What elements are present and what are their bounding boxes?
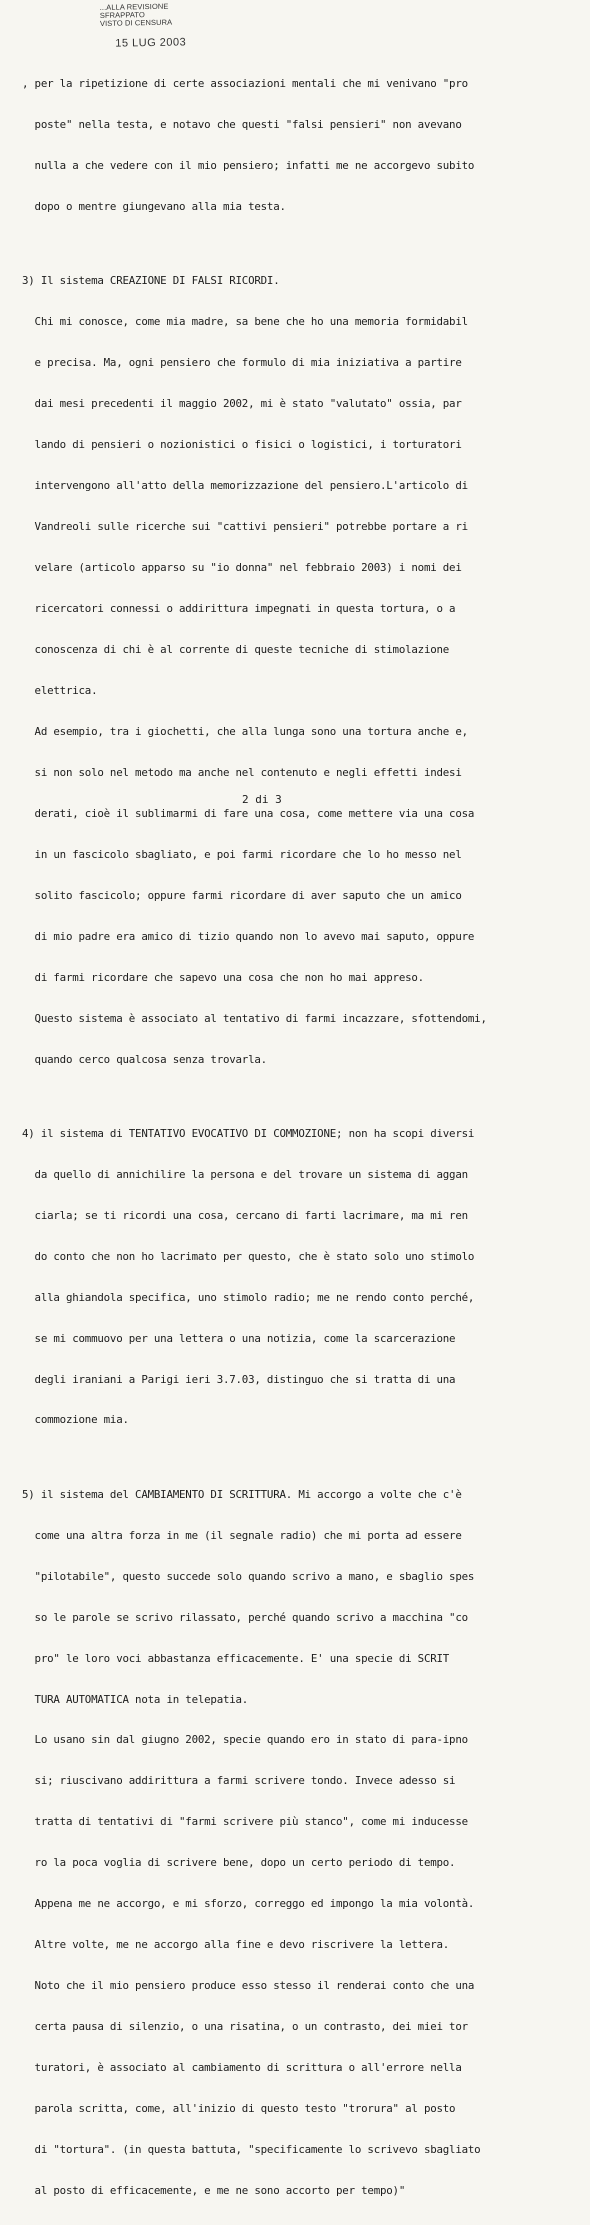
text-line: di "tortura". (in questa battuta, "specificamente lo scrivevo sbagliato <box>22 2143 481 2156</box>
text-line: Vandreoli sulle ricerche sui "cattivi pensieri" potrebbe portare a ri <box>22 520 468 534</box>
text-line: Lo usano sin dal giugno 2002, specie quando ero in stato di para-ipno <box>22 1733 468 1747</box>
text-line: alla ghiandola specifica, uno stimolo radio; me ne rendo conto perché, <box>22 1290 475 1304</box>
stamp-line-1: ...ALLA REVISIONE SFRAPPATO <box>99 1 169 20</box>
text-line: so le parole se scrivo rilassato, perché quando scrivo a macchina "co <box>22 1610 468 1624</box>
text-line: di farmi ricordare che sapevo una cosa che non ho mai appreso. <box>22 970 424 984</box>
text-line: da quello di annichilire la persona e del trovare un sistema di aggan <box>22 1167 468 1181</box>
text-line: di mio padre era amico di tizio quando non lo avevo mai saputo, oppure <box>22 929 475 943</box>
section-heading: 4) il sistema di TENTATIVO EVOCATIVO DI COMMOZIONE; non ha scopi diversi <box>22 1126 475 1140</box>
text-line: certa pausa di silenzio, o una risatina, o un contrasto, dei miei tor <box>22 2020 468 2034</box>
text-line: "pilotabile", questo succede solo quando scrivo a mano, e sbaglio spes <box>22 1569 475 1583</box>
text-line: solito fascicolo; oppure farmi ricordare di aver saputo che un amico <box>22 888 462 902</box>
section-heading: 3) Il sistema CREAZIONE DI FALSI RICORDI. <box>22 274 280 288</box>
text-gap <box>22 241 587 247</box>
text-line: poste" nella testa, e notavo che questi "falsi pensieri" non avevano <box>22 118 462 132</box>
text-line: ricercatori connessi o addirittura impegnati in questa tortura, o a <box>22 602 456 616</box>
text-line: Altre volte, me ne accorgo alla fine e devo riscrivere la lettera. <box>22 1938 450 1952</box>
censorship-stamp <box>100 2 209 51</box>
text-line: derati, cioè il sublimarmi di fare una cosa, come mettere via una cosa <box>22 806 475 820</box>
text-line: Noto che il mio pensiero produce esso stesso il renderai conto che una <box>22 1979 475 1993</box>
text-line: e precisa. Ma, ogni pensiero che formulo di mia iniziativa a partire <box>22 356 462 370</box>
section-heading: 5) il sistema del CAMBIAMENTO DI SCRITTURA. Mi accorgo a volte che c'è <box>22 1487 462 1501</box>
text-line: se mi commuovo per una lettera o una notizia, come la scarcerazione <box>22 1331 456 1345</box>
text-gap <box>22 1454 587 1460</box>
text-line: pro" le loro voci abbastanza efficacemente. E' una specie di SCRIT <box>22 1651 450 1665</box>
text-gap <box>22 1094 587 1100</box>
text-line: lando di pensieri o nozionistici o fisici o logistici, i torturatori <box>22 438 462 452</box>
text-line: commozione mia. <box>22 1413 129 1427</box>
text-line: quando cerco qualcosa senza trovarla. <box>22 1052 267 1066</box>
typewritten-text <box>22 50 587 2225</box>
text-line: Appena me ne accorgo, e mi sforzo, correggo ed impongo la mia volontà. <box>22 1897 475 1911</box>
text-line: turatori, è associato al cambiamento di scrittura o all'errore nella <box>22 2061 462 2075</box>
text-line: , per la ripetizione di certe associazioni mentali che mi venivano "pro <box>22 77 468 91</box>
stamp-date: 15 LUG 2003 <box>115 36 187 50</box>
text-line: intervengono all'atto della memorizzazione del pensiero.L'articolo di <box>22 479 468 493</box>
text-line: al posto di efficacemente, e me ne sono accorto per tempo)" <box>22 2183 406 2197</box>
text-line: velare (articolo apparso su "io donna" nel febbraio 2003) i nomi dei <box>22 561 462 575</box>
text-line: si non solo nel metodo ma anche nel contenuto e negli effetti indesi <box>22 765 462 779</box>
text-line: dopo o mentre giungevano alla mia testa. <box>22 200 286 214</box>
text-line: in un fascicolo sbagliato, e poi farmi ricordare che lo ho messo nel <box>22 847 462 861</box>
text-line: degli iraniani a Parigi ieri 3.7.03, distinguo che si tratta di una <box>22 1372 456 1386</box>
text-line: elettrica. <box>22 683 98 697</box>
text-line: ro la poca voglia di scrivere bene, dopo un certo periodo di tempo. <box>22 1856 456 1870</box>
text-line: parola scritta, come, all'inizio di questo testo "trorura" al posto <box>22 2102 456 2116</box>
text-line: TURA AUTOMATICA nota in telepatia. <box>22 1692 249 1706</box>
text-line: ciarla; se ti ricordi una cosa, cercano di farti lacrimare, ma mi ren <box>22 1208 468 1222</box>
text-line: come una altra forza in me (il segnale radio) che mi porta ad essere <box>22 1528 462 1542</box>
text-line: do conto che non ho lacrimato per questo, che è stato solo uno stimolo <box>22 1249 475 1263</box>
stamp-line-2: VISTO DI CENSURA <box>99 17 173 28</box>
text-line: conoscenza di chi è al corrente di queste tecniche di stimolazione <box>22 643 450 657</box>
text-line: dai mesi precedenti il maggio 2002, mi è stato "valutato" ossia, par <box>22 397 462 411</box>
text-line: Chi mi conosce, come mia madre, sa bene che ho una memoria formidabil <box>22 315 468 329</box>
text-line: nulla a che vedere con il mio pensiero; infatti me ne accorgevo subito <box>22 159 475 173</box>
page-number: 2 di 3 <box>242 793 282 806</box>
text-line: si; riuscivano addirittura a farmi scrivere tondo. Invece adesso si <box>22 1774 456 1788</box>
text-line: Questo sistema è associato al tentativo di farmi incazzare, sfottendomi, <box>22 1011 487 1025</box>
text-line: Ad esempio, tra i giochetti, che alla lunga sono una tortura anche e, <box>22 724 468 738</box>
text-line: tratta di tentativi di "farmi scrivere più stanco", come mi inducesse <box>22 1815 468 1829</box>
